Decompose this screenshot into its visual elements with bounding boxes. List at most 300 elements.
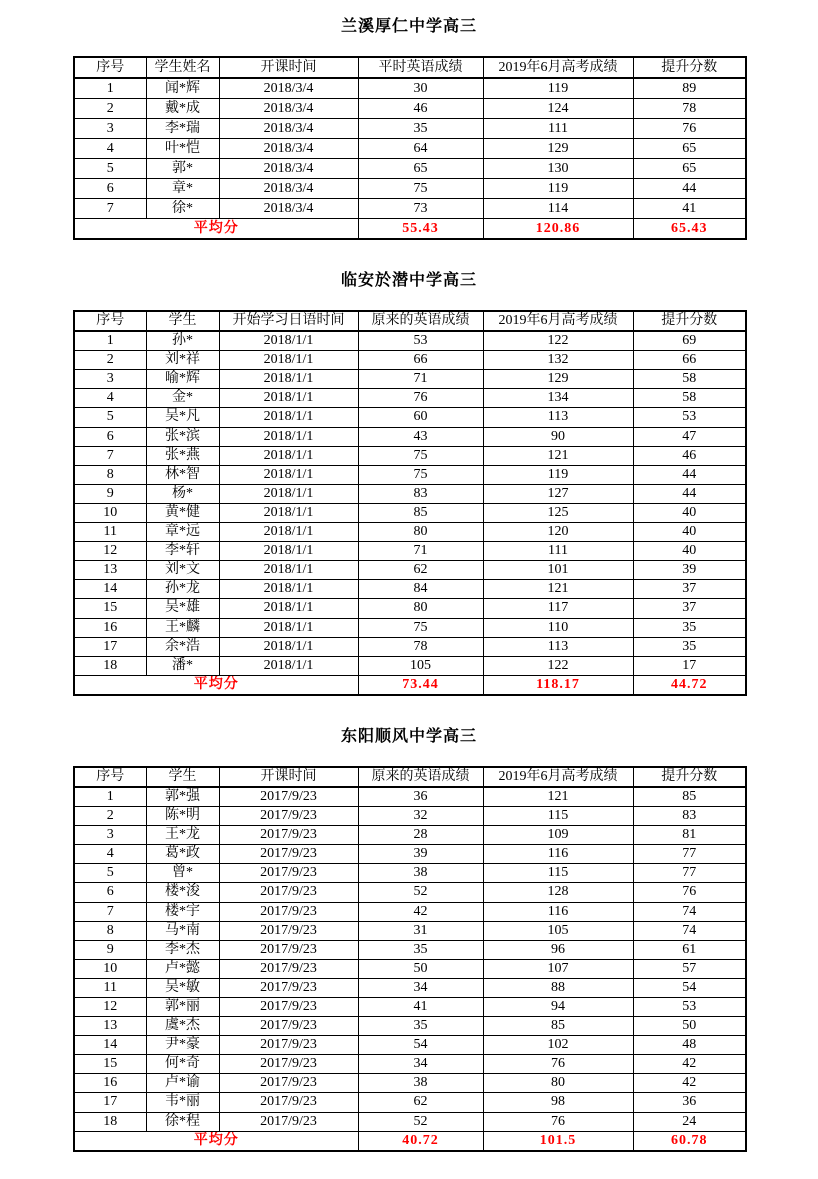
cell: 2018/1/1 — [219, 484, 358, 503]
cell: 85 — [633, 787, 746, 807]
cell: 14 — [74, 580, 146, 599]
cell: 78 — [358, 637, 483, 656]
table-row — [74, 883, 746, 902]
cell: 2018/1/1 — [219, 351, 358, 370]
table-row — [74, 1074, 746, 1093]
column-header: 序号 — [74, 57, 146, 78]
cell: 2018/3/4 — [219, 159, 358, 179]
average-value: 55.43 — [358, 219, 483, 240]
cell: 郭*强 — [146, 787, 219, 807]
average-row — [74, 219, 746, 240]
cell: 101 — [483, 561, 633, 580]
cell: 吴*凡 — [146, 408, 219, 427]
table-row — [74, 351, 746, 370]
cell: 2017/9/23 — [219, 940, 358, 959]
average-value: 101.5 — [483, 1131, 633, 1151]
cell: 35 — [358, 940, 483, 959]
cell: 50 — [358, 959, 483, 978]
cell: 113 — [483, 408, 633, 427]
cell: 孙*龙 — [146, 580, 219, 599]
cell: 15 — [74, 599, 146, 618]
cell: 132 — [483, 351, 633, 370]
table-row — [74, 940, 746, 959]
cell: 2018/1/1 — [219, 523, 358, 542]
cell: 卢*懿 — [146, 959, 219, 978]
cell: 2017/9/23 — [219, 921, 358, 940]
cell: 王*龙 — [146, 826, 219, 845]
cell: 80 — [358, 523, 483, 542]
cell: 2017/9/23 — [219, 998, 358, 1017]
cell: 54 — [358, 1036, 483, 1055]
cell: 65 — [358, 159, 483, 179]
cell: 44 — [633, 179, 746, 199]
cell: 115 — [483, 807, 633, 826]
cell: 孙* — [146, 331, 219, 351]
cell: 刘*文 — [146, 561, 219, 580]
average-value: 73.44 — [358, 675, 483, 695]
cell: 2018/1/1 — [219, 599, 358, 618]
cell: 76 — [633, 119, 746, 139]
table-row — [74, 99, 746, 119]
cell: 3 — [74, 826, 146, 845]
cell: 77 — [633, 845, 746, 864]
cell: 15 — [74, 1055, 146, 1074]
school-section-3 — [73, 726, 745, 1152]
cell: 98 — [483, 1093, 633, 1112]
cell: 潘* — [146, 656, 219, 675]
average-value: 40.72 — [358, 1131, 483, 1151]
cell: 林*智 — [146, 465, 219, 484]
cell: 2018/1/1 — [219, 389, 358, 408]
cell: 89 — [633, 78, 746, 99]
cell: 76 — [483, 1055, 633, 1074]
cell: 2017/9/23 — [219, 883, 358, 902]
cell: 129 — [483, 139, 633, 159]
cell: 11 — [74, 978, 146, 997]
cell: 66 — [358, 351, 483, 370]
cell: 54 — [633, 978, 746, 997]
cell: 116 — [483, 902, 633, 921]
average-label: 平均分 — [74, 219, 358, 240]
cell: 44 — [633, 465, 746, 484]
cell: 吴*雄 — [146, 599, 219, 618]
table-row — [74, 119, 746, 139]
cell: 119 — [483, 78, 633, 99]
cell: 6 — [74, 179, 146, 199]
cell: 85 — [358, 503, 483, 522]
cell: 48 — [633, 1036, 746, 1055]
cell: 53 — [633, 408, 746, 427]
cell: 金* — [146, 389, 219, 408]
cell: 62 — [358, 561, 483, 580]
cell: 90 — [483, 427, 633, 446]
cell: 113 — [483, 637, 633, 656]
cell: 10 — [74, 503, 146, 522]
cell: 18 — [74, 1112, 146, 1131]
header-row — [74, 57, 746, 78]
cell: 2018/1/1 — [219, 637, 358, 656]
cell: 75 — [358, 618, 483, 637]
cell: 125 — [483, 503, 633, 522]
cell: 127 — [483, 484, 633, 503]
cell: 53 — [358, 331, 483, 351]
table-row — [74, 618, 746, 637]
average-value: 120.86 — [483, 219, 633, 240]
table-row — [74, 656, 746, 675]
cell: 73 — [358, 199, 483, 219]
cell: 47 — [633, 427, 746, 446]
table-row — [74, 1036, 746, 1055]
school-section-1 — [73, 16, 745, 240]
cell: 王*麟 — [146, 618, 219, 637]
cell: 115 — [483, 864, 633, 883]
cell: 2017/9/23 — [219, 845, 358, 864]
table-row — [74, 807, 746, 826]
table-row — [74, 159, 746, 179]
cell: 4 — [74, 845, 146, 864]
cell: 85 — [483, 1017, 633, 1036]
table-row — [74, 542, 746, 561]
cell: 5 — [74, 864, 146, 883]
cell: 42 — [633, 1055, 746, 1074]
cell: 122 — [483, 656, 633, 675]
cell: 2018/1/1 — [219, 446, 358, 465]
cell: 2 — [74, 807, 146, 826]
cell: 119 — [483, 179, 633, 199]
cell: 2017/9/23 — [219, 1112, 358, 1131]
column-header: 学生姓名 — [146, 57, 219, 78]
cell: 114 — [483, 199, 633, 219]
cell: 60 — [358, 408, 483, 427]
cell: 58 — [633, 389, 746, 408]
cell: 41 — [358, 998, 483, 1017]
cell: 闻*辉 — [146, 78, 219, 99]
school-title: 临安於潜中学高三 — [340, 272, 477, 289]
cell: 71 — [358, 542, 483, 561]
cell: 130 — [483, 159, 633, 179]
cell: 122 — [483, 331, 633, 351]
cell: 105 — [483, 921, 633, 940]
cell: 83 — [358, 484, 483, 503]
cell: 2018/1/1 — [219, 503, 358, 522]
table-row — [74, 580, 746, 599]
table-row — [74, 959, 746, 978]
table-row — [74, 78, 746, 99]
cell: 34 — [358, 1055, 483, 1074]
cell: 7 — [74, 446, 146, 465]
table-row — [74, 408, 746, 427]
table-row — [74, 1017, 746, 1036]
column-header: 提升分数 — [633, 57, 746, 78]
cell: 16 — [74, 1074, 146, 1093]
cell: 戴*成 — [146, 99, 219, 119]
cell: 葛*政 — [146, 845, 219, 864]
cell: 57 — [633, 959, 746, 978]
cell: 52 — [358, 883, 483, 902]
table-row — [74, 199, 746, 219]
cell: 杨* — [146, 484, 219, 503]
cell: 110 — [483, 618, 633, 637]
cell: 喻*辉 — [146, 370, 219, 389]
table-row — [74, 787, 746, 807]
cell: 9 — [74, 484, 146, 503]
cell: 2017/9/23 — [219, 1055, 358, 1074]
average-label: 平均分 — [74, 675, 358, 695]
cell: 3 — [74, 370, 146, 389]
cell: 徐* — [146, 199, 219, 219]
cell: 61 — [633, 940, 746, 959]
cell: 44 — [633, 484, 746, 503]
cell: 76 — [633, 883, 746, 902]
cell: 37 — [633, 599, 746, 618]
column-header: 原来的英语成绩 — [358, 311, 483, 331]
cell: 2018/1/1 — [219, 656, 358, 675]
cell: 2017/9/23 — [219, 1017, 358, 1036]
cell: 83 — [633, 807, 746, 826]
average-value: 118.17 — [483, 675, 633, 695]
table-row — [74, 864, 746, 883]
cell: 13 — [74, 561, 146, 580]
cell: 2017/9/23 — [219, 1036, 358, 1055]
cell: 38 — [358, 1074, 483, 1093]
average-label: 平均分 — [74, 1131, 358, 1151]
average-value: 60.78 — [633, 1131, 746, 1151]
cell: 32 — [358, 807, 483, 826]
cell: 5 — [74, 408, 146, 427]
cell: 69 — [633, 331, 746, 351]
cell: 章*远 — [146, 523, 219, 542]
cell: 刘*祥 — [146, 351, 219, 370]
cell: 35 — [633, 637, 746, 656]
cell: 8 — [74, 921, 146, 940]
column-header: 原来的英语成绩 — [358, 767, 483, 787]
school-section-2 — [73, 270, 745, 696]
cell: 陈*明 — [146, 807, 219, 826]
cell: 71 — [358, 370, 483, 389]
score-table — [73, 310, 747, 696]
cell: 1 — [74, 787, 146, 807]
cell: 10 — [74, 959, 146, 978]
table-row — [74, 139, 746, 159]
cell: 39 — [358, 845, 483, 864]
cell: 2018/3/4 — [219, 199, 358, 219]
cell: 楼*浚 — [146, 883, 219, 902]
table-row — [74, 465, 746, 484]
table-row — [74, 446, 746, 465]
score-table — [73, 56, 747, 240]
cell: 39 — [633, 561, 746, 580]
cell: 12 — [74, 542, 146, 561]
table-row — [74, 921, 746, 940]
table-row — [74, 599, 746, 618]
cell: 111 — [483, 542, 633, 561]
table-row — [74, 978, 746, 997]
cell: 46 — [358, 99, 483, 119]
cell: 76 — [358, 389, 483, 408]
cell: 徐*程 — [146, 1112, 219, 1131]
table-row — [74, 637, 746, 656]
cell: 134 — [483, 389, 633, 408]
cell: 17 — [74, 1093, 146, 1112]
cell: 88 — [483, 978, 633, 997]
cell: 42 — [358, 902, 483, 921]
cell: 2017/9/23 — [219, 864, 358, 883]
cell: 102 — [483, 1036, 633, 1055]
cell: 郭* — [146, 159, 219, 179]
cell: 17 — [633, 656, 746, 675]
cell: 1 — [74, 331, 146, 351]
cell: 2017/9/23 — [219, 1093, 358, 1112]
column-header: 开课时间 — [219, 767, 358, 787]
cell: 78 — [633, 99, 746, 119]
cell: 96 — [483, 940, 633, 959]
table-row — [74, 845, 746, 864]
table-row — [74, 561, 746, 580]
cell: 张*滨 — [146, 427, 219, 446]
cell: 46 — [633, 446, 746, 465]
cell: 2017/9/23 — [219, 826, 358, 845]
cell: 35 — [358, 119, 483, 139]
cell: 36 — [358, 787, 483, 807]
column-header: 学生 — [146, 767, 219, 787]
cell: 2017/9/23 — [219, 1074, 358, 1093]
cell: 4 — [74, 389, 146, 408]
school-title: 兰溪厚仁中学高三 — [340, 18, 477, 35]
cell: 121 — [483, 787, 633, 807]
cell: 41 — [633, 199, 746, 219]
cell: 24 — [633, 1112, 746, 1131]
table-row — [74, 331, 746, 351]
cell: 2017/9/23 — [219, 959, 358, 978]
cell: 74 — [633, 902, 746, 921]
cell: 2018/1/1 — [219, 542, 358, 561]
cell: 84 — [358, 580, 483, 599]
cell: 2018/1/1 — [219, 408, 358, 427]
cell: 2018/1/1 — [219, 465, 358, 484]
cell: 12 — [74, 998, 146, 1017]
average-row — [74, 1131, 746, 1151]
cell: 2018/3/4 — [219, 139, 358, 159]
cell: 81 — [633, 826, 746, 845]
cell: 107 — [483, 959, 633, 978]
cell: 128 — [483, 883, 633, 902]
table-row — [74, 826, 746, 845]
cell: 75 — [358, 179, 483, 199]
header-row — [74, 311, 746, 331]
cell: 35 — [358, 1017, 483, 1036]
cell: 黄*健 — [146, 503, 219, 522]
cell: 116 — [483, 845, 633, 864]
cell: 2 — [74, 351, 146, 370]
cell: 2018/3/4 — [219, 119, 358, 139]
cell: 76 — [483, 1112, 633, 1131]
table-row — [74, 427, 746, 446]
cell: 50 — [633, 1017, 746, 1036]
cell: 124 — [483, 99, 633, 119]
cell: 2018/1/1 — [219, 618, 358, 637]
column-header: 开课时间 — [219, 57, 358, 78]
table-row — [74, 998, 746, 1017]
cell: 34 — [358, 978, 483, 997]
column-header: 序号 — [74, 311, 146, 331]
cell: 2018/3/4 — [219, 179, 358, 199]
average-value: 44.72 — [633, 675, 746, 695]
cell: 43 — [358, 427, 483, 446]
column-header: 提升分数 — [633, 767, 746, 787]
cell: 121 — [483, 446, 633, 465]
cell: 40 — [633, 503, 746, 522]
cell: 38 — [358, 864, 483, 883]
cell: 2017/9/23 — [219, 787, 358, 807]
cell: 5 — [74, 159, 146, 179]
average-value: 65.43 — [633, 219, 746, 240]
table-row — [74, 503, 746, 522]
column-header: 提升分数 — [633, 311, 746, 331]
table-row — [74, 179, 746, 199]
cell: 余*浩 — [146, 637, 219, 656]
cell: 64 — [358, 139, 483, 159]
cell: 77 — [633, 864, 746, 883]
cell: 何*奇 — [146, 1055, 219, 1074]
score-table — [73, 766, 747, 1152]
table-row — [74, 1093, 746, 1112]
column-header: 开始学习日语时间 — [219, 311, 358, 331]
cell: 80 — [483, 1074, 633, 1093]
column-header: 学生 — [146, 311, 219, 331]
cell: 66 — [633, 351, 746, 370]
table-row — [74, 523, 746, 542]
cell: 40 — [633, 542, 746, 561]
cell: 2018/3/4 — [219, 99, 358, 119]
cell: 6 — [74, 883, 146, 902]
cell: 2018/3/4 — [219, 78, 358, 99]
cell: 9 — [74, 940, 146, 959]
cell: 109 — [483, 826, 633, 845]
cell: 2017/9/23 — [219, 807, 358, 826]
cell: 120 — [483, 523, 633, 542]
cell: 叶*恺 — [146, 139, 219, 159]
cell: 52 — [358, 1112, 483, 1131]
cell: 30 — [358, 78, 483, 99]
cell: 曾* — [146, 864, 219, 883]
cell: 28 — [358, 826, 483, 845]
average-row — [74, 675, 746, 695]
cell: 韦*丽 — [146, 1093, 219, 1112]
cell: 17 — [74, 637, 146, 656]
cell: 楼*宇 — [146, 902, 219, 921]
cell: 40 — [633, 523, 746, 542]
cell: 虞*杰 — [146, 1017, 219, 1036]
column-header: 2019年6月高考成绩 — [483, 57, 633, 78]
cell: 16 — [74, 618, 146, 637]
cell: 2 — [74, 99, 146, 119]
cell: 8 — [74, 465, 146, 484]
cell: 75 — [358, 446, 483, 465]
cell: 李*瑞 — [146, 119, 219, 139]
cell: 36 — [633, 1093, 746, 1112]
table-row — [74, 902, 746, 921]
cell: 2018/1/1 — [219, 331, 358, 351]
cell: 马*南 — [146, 921, 219, 940]
column-header: 平时英语成绩 — [358, 57, 483, 78]
school-title: 东阳顺风中学高三 — [340, 727, 477, 745]
cell: 2018/1/1 — [219, 427, 358, 446]
cell: 65 — [633, 159, 746, 179]
cell: 2017/9/23 — [219, 978, 358, 997]
cell: 吴*敏 — [146, 978, 219, 997]
cell: 1 — [74, 78, 146, 99]
cell: 121 — [483, 580, 633, 599]
